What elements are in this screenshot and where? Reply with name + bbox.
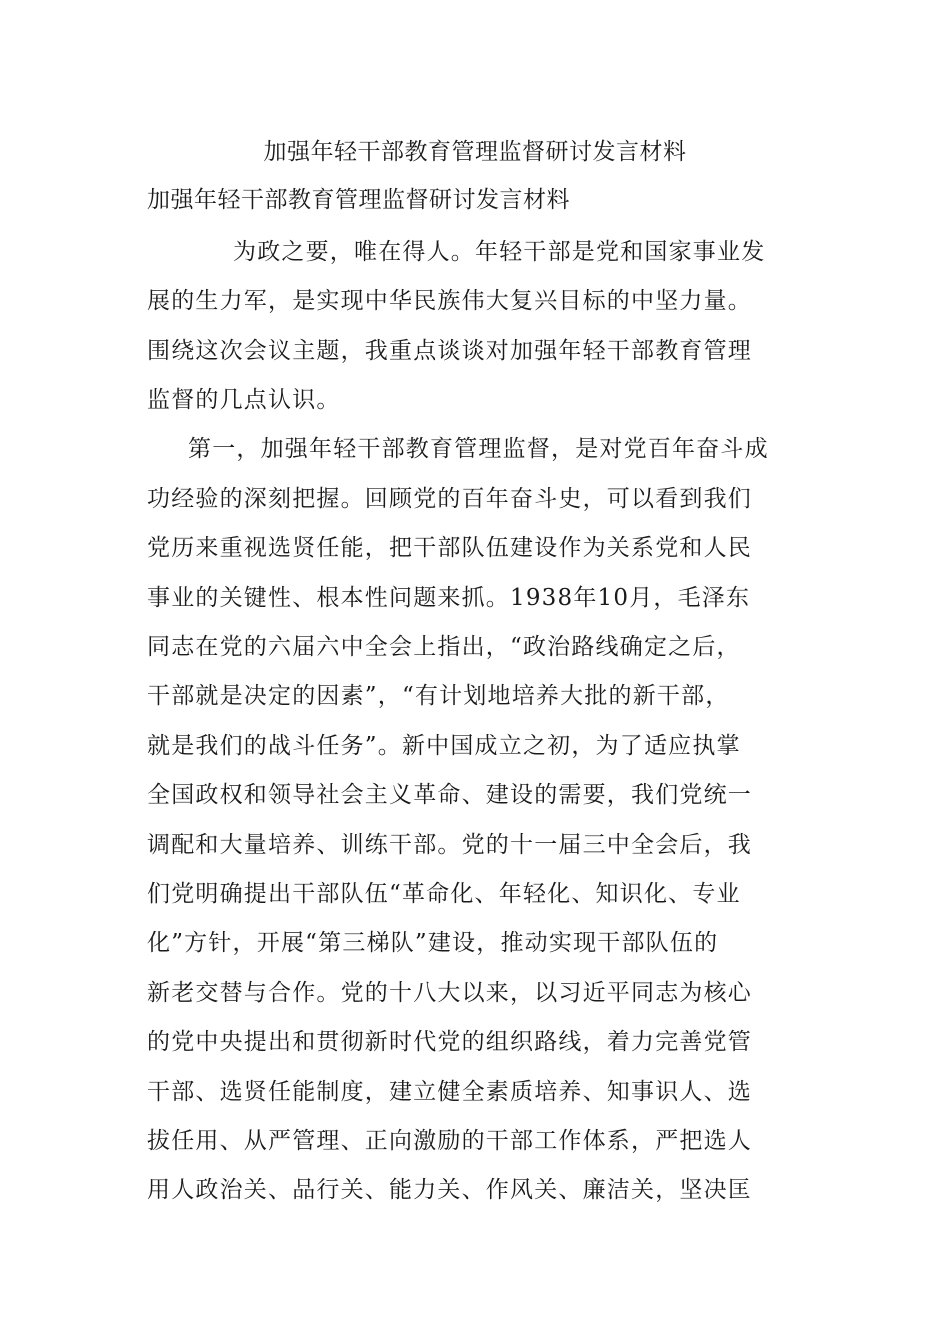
paragraph-line: 调配和大量培养、训练干部。党的十一届三中全会后，我	[147, 832, 752, 858]
paragraph-line: 功经验的深刻把握。回顾党的百年奋斗史，可以看到我们	[147, 486, 752, 512]
paragraph-line: 同志在党的六届六中全会上指出，“政治路线确定之后，	[147, 634, 741, 660]
paragraph-line: 事业的关键性、根本性问题来抓。1938年10月，毛泽东	[147, 585, 751, 611]
paragraph-line: 们党明确提出干部队伍“革命化、年轻化、知识化、专业	[147, 881, 741, 907]
paragraph-line: 展的生力军，是实现中华民族伟大复兴目标的中坚力量。	[147, 288, 752, 314]
paragraph-line: 第一，加强年轻干部教育管理监督，是对党百年奋斗成	[188, 436, 769, 462]
paragraph-line: 的党中央提出和贯彻新时代党的组织路线，着力完善党管	[147, 1029, 752, 1055]
paragraph-line: 就是我们的战斗任务”。新中国成立之初，为了适应执掌	[147, 733, 741, 759]
paragraph-line: 用人政治关、品行关、能力关、作风关、廉洁关，坚决匡	[147, 1177, 752, 1203]
paragraph-line: 干部、选贤任能制度，建立健全素质培养、知事识人、选	[147, 1079, 752, 1105]
document-subtitle: 加强年轻干部教育管理监督研讨发言材料	[147, 187, 570, 213]
paragraph-line: 化”方针，开展“第三梯队”建设，推动实现干部队伍的	[147, 930, 719, 956]
paragraph-line: 全国政权和领导社会主义革命、建设的需要，我们党统一	[147, 782, 752, 808]
paragraph-line: 拔任用、从严管理、正向激励的干部工作体系，严把选人	[147, 1128, 752, 1154]
paragraph-line: 围绕这次会议主题，我重点谈谈对加强年轻干部教育管理	[147, 338, 752, 364]
document-title: 加强年轻干部教育管理监督研讨发言材料	[263, 139, 687, 165]
paragraph-line: 监督的几点认识。	[147, 387, 341, 413]
paragraph-line: 为政之要，唯在得人。年轻干部是党和国家事业发	[233, 239, 766, 265]
paragraph-line: 党历来重视选贤任能，把干部队伍建设作为关系党和人民	[147, 535, 752, 561]
paragraph-line: 新老交替与合作。党的十八大以来，以习近平同志为核心	[147, 980, 752, 1006]
paragraph-line: 干部就是决定的因素”，“有计划地培养大批的新干部，	[147, 683, 730, 709]
